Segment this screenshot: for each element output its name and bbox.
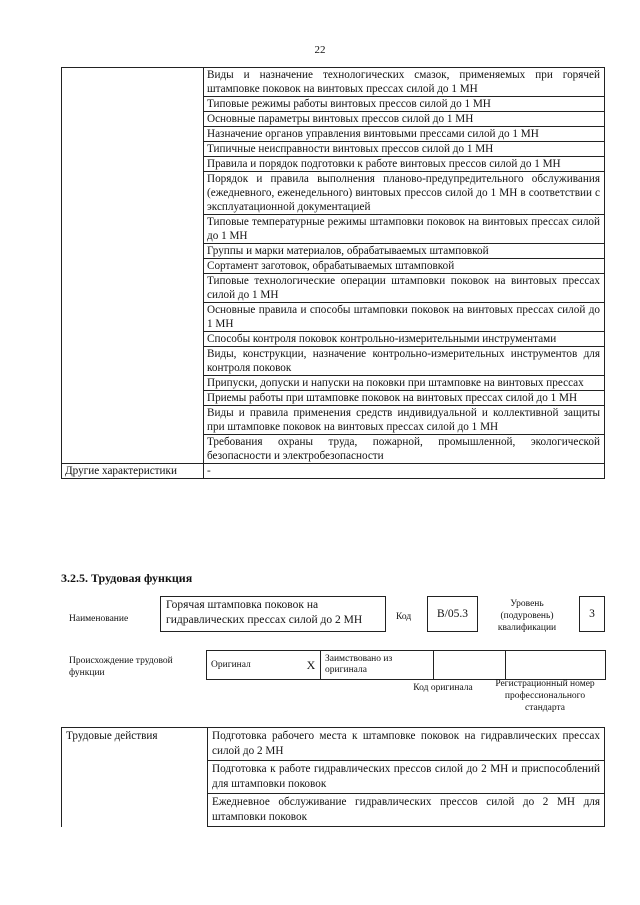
knowledge-item: Виды и назначение технологических смазок, применяемых при горячей штамповке поковок на винтовых прессах силой до 1 МН	[204, 68, 605, 97]
borrowed-label: Заимствовано из оригинала	[321, 651, 434, 680]
knowledge-item: Группы и марки материалов, обрабатываемых штамповкой	[204, 244, 605, 259]
knowledge-item: Порядок и правила выполнения планово-предупредительного обслуживания (ежедневного, еженедельного) винтовых прессов силой до 1 МН в соответствии с эксплуатационной документацией	[204, 172, 605, 215]
original-mark: X	[302, 651, 321, 680]
knowledge-item: Типовые технологические операции штамповки поковок на винтовых прессах силой до 1 МН	[204, 274, 605, 303]
knowledge-item: Припуски, допуски и напуски на поковки при штамповке на винтовых прессах	[204, 376, 605, 391]
knowledge-item: Назначение органов управления винтовыми прессами силой до 1 МН	[204, 127, 605, 142]
level-value-box: 3	[579, 596, 605, 632]
other-characteristics-value: -	[204, 464, 605, 479]
knowledge-item: Типовые температурные режимы штамповки поковок на винтовых прессах силой до 1 МН	[204, 215, 605, 244]
knowledge-item: Правила и порядок подготовки к работе винтовых прессов силой до 1 МН	[204, 157, 605, 172]
knowledge-item: Сортамент заготовок, обрабатываемых штамповкой	[204, 259, 605, 274]
registration-number-cell	[506, 651, 606, 680]
registration-caption: Регистрационный номер профессионального стандарта	[495, 679, 595, 713]
knowledge-item: Типичные неисправности винтовых прессов силой до 1 МН	[204, 142, 605, 157]
action-item: Подготовка рабочего места к штамповке поковок на гидравлических прессах силой до 2 МН	[208, 728, 605, 761]
knowledge-row	[62, 68, 605, 97]
code-label: Код	[396, 612, 412, 622]
action-item: Ежедневное обслуживание гидравлических прессов силой до 2 МН для штамповки поковок	[208, 794, 605, 827]
function-code-box: B/05.3	[427, 596, 478, 632]
knowledge-table	[61, 67, 605, 479]
other-characteristics-row	[62, 464, 605, 479]
knowledge-item: Основные правила и способы штамповки поковок на винтовых прессах силой до 1 МН	[204, 303, 605, 332]
page-number: 22	[314, 44, 326, 56]
action-row	[62, 728, 605, 761]
knowledge-item: Основные параметры винтовых прессов силой до 1 МН	[204, 112, 605, 127]
knowledge-item: Виды, конструкции, назначение контрольно-измерительных инструментов для контроля поковок	[204, 347, 605, 376]
knowledge-label-cell	[62, 68, 204, 464]
knowledge-item: Виды и правила применения средств индивидуальной и коллективной защиты при штамповке поковок на винтовых прессах силой до 1 МН	[204, 406, 605, 435]
section-title: 3.2.5. Трудовая функция	[61, 571, 193, 585]
actions-table	[61, 727, 605, 827]
function-name-box: Горячая штамповка поковок на гидравлических прессах силой до 2 МН	[160, 596, 386, 632]
original-code-cell	[434, 651, 506, 680]
origin-label: Происхождение трудовой функции	[69, 656, 173, 678]
knowledge-item: Приемы работы при штамповке поковок на винтовых прессах силой до 1 МН	[204, 391, 605, 406]
knowledge-item: Типовые режимы работы винтовых прессов силой до 1 МН	[204, 97, 605, 112]
origin-table	[206, 650, 606, 680]
name-label: Наименование	[69, 614, 129, 624]
knowledge-item: Требования охраны труда, пожарной, промышленной, экологической безопасности и электробезопасности	[204, 435, 605, 464]
other-characteristics-label: Другие характеристики	[62, 464, 204, 479]
action-item: Подготовка к работе гидравлических прессов силой до 2 МН и приспособлений для штамповки поковок	[208, 761, 605, 794]
actions-label: Трудовые действия	[62, 728, 208, 827]
code-caption: Код оригинала	[413, 683, 473, 693]
original-label: Оригинал	[207, 651, 303, 680]
knowledge-item: Способы контроля поковок контрольно-измерительными инструментами	[204, 332, 605, 347]
level-label: Уровень (подуровень) квалификации	[497, 599, 557, 633]
